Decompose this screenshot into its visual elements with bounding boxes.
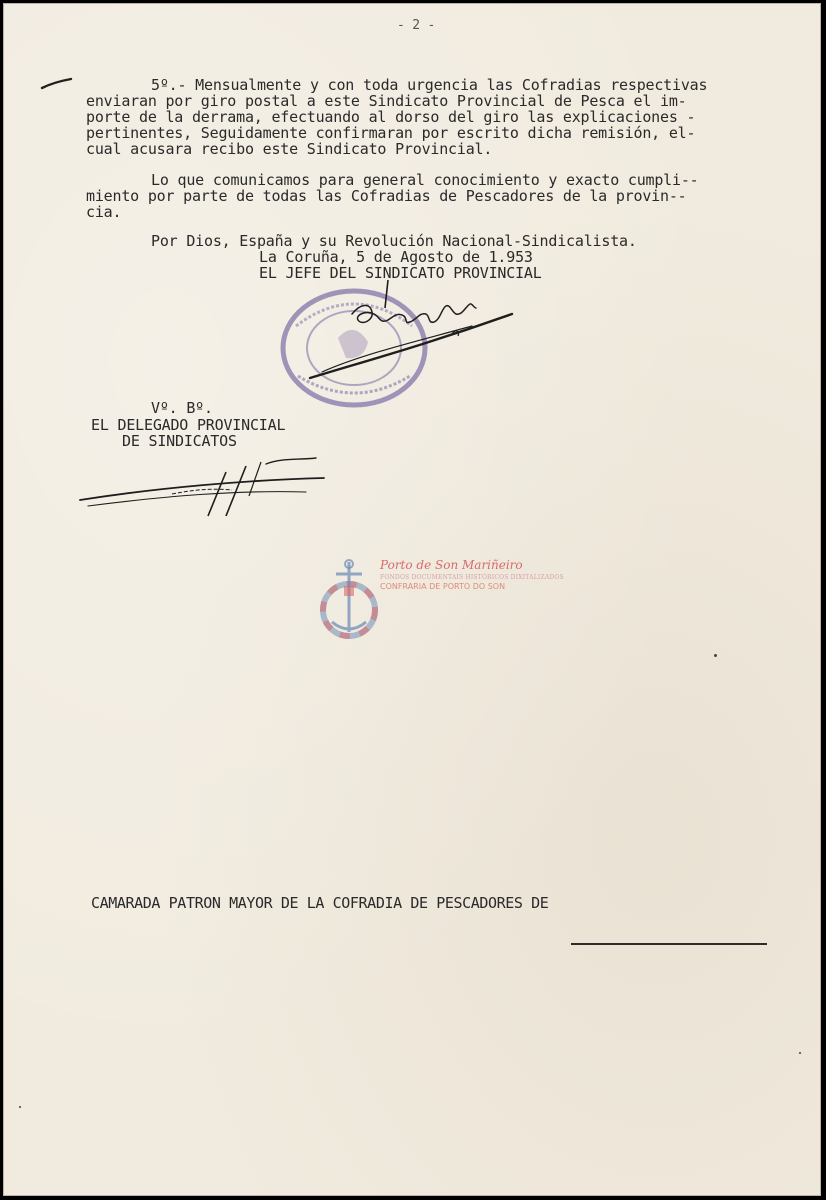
delegate-title-line-1: EL DELEGADO PROVINCIAL: [91, 416, 286, 434]
document-page: [3, 3, 821, 1196]
closing-place-date: La Coruña, 5 de Agosto de 1.953: [259, 248, 533, 266]
signature-sindicato-chief: [302, 274, 542, 389]
paragraph-2-line-2: miento por parte de todas las Cofradias de Pescadores de la provin--: [86, 187, 687, 205]
watermark-organization: CONFRARIA DE PORTO DO SON: [380, 582, 506, 591]
paragraph-1-line-1: 5º.- Mensualmente y con toda urgencia las Cofradias respectivas: [151, 76, 708, 94]
anchor-emblem-icon: [318, 556, 380, 648]
paper-speck: [714, 654, 717, 657]
signature-delegate: [76, 444, 336, 524]
page-number: - 2 -: [397, 18, 436, 33]
paper-speck: [799, 1052, 801, 1054]
watermark-subtitle: FONDOS DOCUMENTAIS HISTÓRICOS DIXITALIZADOS: [380, 574, 564, 581]
paragraph-1-line-4: pertinentes, Seguidamente confirmaran por escrito dicha remisión, el-: [86, 124, 696, 142]
closing-salutation: Por Dios, España y su Revolución Nacional-Sindicalista.: [151, 232, 637, 250]
watermark-logo: [318, 556, 564, 648]
paragraph-1-line-3: porte de la derrama, efectuando al dorso del giro las explicaciones -: [86, 108, 696, 126]
vobo-label: Vº. Bº.: [151, 399, 213, 417]
recipient-blank-line: [571, 943, 767, 945]
watermark-name: Porto de Son Mariñeiro: [380, 558, 523, 572]
signer-title: EL JEFE DEL SINDICATO PROVINCIAL: [259, 264, 542, 282]
delegate-title-line-2: DE SINDICATOS: [122, 432, 237, 450]
paragraph-2-line-3: cia.: [86, 203, 122, 221]
paper-speck: [19, 1106, 21, 1108]
paragraph-1-line-5: cual acusara recibo este Sindicato Provincial.: [86, 140, 493, 158]
paragraph-2-line-1: Lo que comunicamos para general conocimiento y exacto cumpli--: [151, 171, 699, 189]
paragraph-1-line-2: enviaran por giro postal a este Sindicato Provincial de Pesca el im-: [86, 92, 687, 110]
recipient-line: CAMARADA PATRON MAYOR DE LA COFRADIA DE PESCADORES DE: [91, 894, 549, 912]
pen-mark: [40, 76, 74, 92]
